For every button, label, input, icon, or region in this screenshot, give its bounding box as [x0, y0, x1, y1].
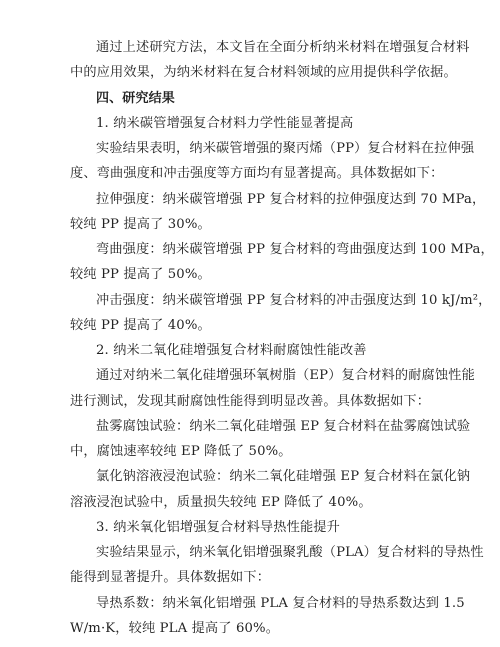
sub2-paragraph-line-1: 通过对纳米二氧化硅增强环氧树脂（EP）复合材料的耐腐蚀性能	[96, 368, 475, 383]
nacl-immersion-test-line-2: 溶液浸泡试验中，质量损失较纯 EP 降低了 40%。	[70, 495, 372, 510]
tensile-strength-line-1: 拉伸强度：纳米碳管增强 PP 复合材料的拉伸强度达到 70 MPa，	[96, 192, 486, 207]
salt-spray-test-line-2: 中，腐蚀速率较纯 EP 降低了 50%。	[70, 444, 292, 459]
subsection-title-3: 3. 纳米氧化铝增强复合材料导热性能提升	[96, 520, 340, 535]
sub2-paragraph-line-2: 进行测试，发现其耐腐蚀性能得到明显改善。具体数据如下：	[70, 394, 431, 409]
sub3-paragraph-line-2: 能得到显著提升。具体数据如下：	[70, 570, 271, 585]
flexural-strength-line-1: 弯曲强度：纳米碳管增强 PP 复合材料的弯曲强度达到 100 MPa，	[96, 242, 494, 257]
flexural-strength-line-2: 较纯 PP 提高了 50%。	[70, 267, 211, 282]
intro-line-2: 中的应用效果，为纳米材料在复合材料领域的应用提供科学依据。	[70, 65, 457, 80]
nacl-immersion-test-line-1: 氯化钠溶液浸泡试验：纳米二氧化硅增强 EP 复合材料在氯化钠	[96, 469, 471, 484]
thermal-conductivity-line-1: 导热系数：纳米氧化铝增强 PLA 复合材料的导热系数达到 1.5	[96, 596, 465, 611]
sub1-paragraph-line-1: 实验结果表明，纳米碳管增强的聚丙烯（PP）复合材料在拉伸强	[96, 141, 475, 156]
subsection-title-1: 1. 纳米碳管增强复合材料力学性能显著提高	[96, 116, 354, 131]
sub1-paragraph-line-2: 度、弯曲强度和冲击强度等方面均有显著提高。具体数据如下：	[70, 166, 444, 181]
section-heading-results: 四、研究结果	[96, 91, 175, 106]
impact-strength-line-2: 较纯 PP 提高了 40%。	[70, 318, 211, 333]
impact-strength-line-1: 冲击强度：纳米碳管增强 PP 复合材料的冲击强度达到 10 kJ/m²，	[96, 293, 492, 308]
thermal-conductivity-line-2: W/m·K，较纯 PLA 提高了 60%。	[70, 621, 280, 636]
subsection-title-2: 2. 纳米二氧化硅增强复合材料耐腐蚀性能改善	[96, 343, 367, 358]
intro-line-1: 通过上述研究方法，本文旨在全面分析纳米材料在增强复合材料	[96, 40, 470, 55]
sub3-paragraph-line-1: 实验结果显示，纳米氧化铝增强聚乳酸（PLA）复合材料的导热性	[96, 545, 484, 560]
salt-spray-test-line-1: 盐雾腐蚀试验：纳米二氧化硅增强 EP 复合材料在盐雾腐蚀试验	[96, 419, 471, 434]
tensile-strength-line-2: 较纯 PP 提高了 30%。	[70, 217, 211, 232]
